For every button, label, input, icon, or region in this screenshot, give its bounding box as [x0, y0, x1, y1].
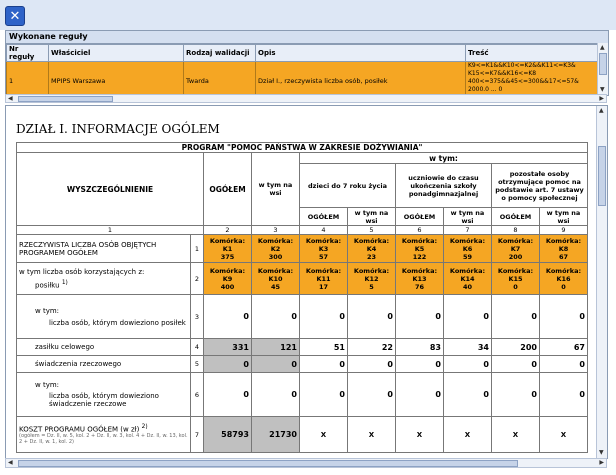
cell-ref: Komórka: K9: [209, 266, 246, 283]
footnote-ref: 1): [61, 279, 68, 286]
title-strip: [0, 0, 616, 30]
header-w-tym: w tym:: [300, 153, 588, 164]
column-number: 6: [396, 226, 444, 235]
value-cell[interactable]: 0: [492, 295, 540, 339]
data-cell[interactable]: [444, 263, 492, 295]
rules-panel-title: Wykonane reguły: [6, 31, 608, 44]
footnote-ref: 2): [141, 423, 148, 430]
table-row[interactable]: [7, 62, 599, 97]
row-label: [17, 295, 191, 339]
column-number: 2: [204, 226, 252, 235]
form-horizontal-scrollbar[interactable]: [5, 458, 607, 468]
row-index: 1: [191, 235, 204, 263]
scroll-right-icon[interactable]: ▶: [599, 459, 604, 466]
row-label: [17, 417, 191, 453]
sub-wsi: w tym na wsi: [444, 208, 492, 226]
header-group-others: pozostałe osoby otrzymujące pomoc na podstawie art. 7 ustawy o pomocy społecznej: [492, 164, 588, 208]
cell-value: 5: [369, 282, 374, 291]
cell-value: 0: [561, 282, 566, 291]
value-cell[interactable]: 51: [300, 339, 348, 356]
column-number: 4: [300, 226, 348, 235]
row-label: [17, 339, 191, 356]
data-cell[interactable]: [348, 235, 396, 263]
cell-value: 17: [318, 282, 329, 291]
value-cell: 21730: [252, 417, 300, 453]
cell-ref: Komórka: K16: [545, 266, 582, 283]
table-row: [17, 339, 588, 356]
header-wyszczegolnienie: WYSZCZEGÓLNIENIE: [17, 153, 204, 226]
scroll-thumb[interactable]: [18, 460, 518, 467]
rule-formula: K9<=K1&&K10<=K2&&K11<=K3& K15<=K7&&K16<=K8 400<=375&&45<=300&&17<=57& 2000.0 ... 0: [466, 62, 599, 97]
cell-ref: Komórka: K13: [401, 266, 438, 283]
value-cell: 331: [204, 339, 252, 356]
row-label-main: w tym liczba osób korzystających z:: [19, 267, 145, 276]
value-cell[interactable]: 0: [348, 356, 396, 373]
data-cell[interactable]: [540, 263, 588, 295]
cell-value: 0: [513, 282, 518, 291]
form-table: [16, 142, 588, 453]
rules-vertical-scrollbar[interactable]: [597, 43, 608, 95]
scroll-down-icon[interactable]: ▼: [600, 86, 605, 93]
value-cell[interactable]: 0: [540, 373, 588, 417]
table-row: [17, 263, 588, 295]
close-button[interactable]: [5, 6, 25, 26]
scroll-thumb[interactable]: [18, 96, 113, 102]
col-nr[interactable]: Nr reguły: [7, 45, 49, 62]
header-w-tym-na-wsi: w tym na wsi: [252, 153, 300, 226]
scroll-thumb[interactable]: [598, 146, 606, 206]
value-cell[interactable]: 0: [348, 373, 396, 417]
rules-panel: [5, 30, 609, 96]
value-cell: 0: [204, 356, 252, 373]
row-index: 3: [191, 295, 204, 339]
cell-ref: Komórka: K15: [497, 266, 534, 283]
cell-value: 300: [268, 252, 283, 261]
cell-ref: Komórka: K6: [449, 236, 486, 253]
rule-nr: 1: [7, 62, 49, 97]
row-label-main: w tym:: [35, 381, 60, 389]
data-cell[interactable]: [492, 235, 540, 263]
column-number: 5: [348, 226, 396, 235]
cell-ref: Komórka: K4: [353, 236, 390, 253]
value-cell: X: [492, 417, 540, 453]
data-cell[interactable]: [300, 235, 348, 263]
rule-type: Twarda: [184, 62, 256, 97]
cell-value: 76: [414, 282, 425, 291]
cell-value: 122: [412, 252, 427, 261]
cell-value: 375: [220, 252, 235, 261]
row-label: [17, 263, 191, 295]
data-cell[interactable]: [204, 235, 252, 263]
row-label: [17, 356, 191, 373]
value-cell[interactable]: 0: [540, 295, 588, 339]
value-cell[interactable]: 0: [348, 295, 396, 339]
table-row: [17, 417, 588, 453]
rule-owner: MPIPS Warszawa: [49, 62, 184, 97]
scroll-up-icon[interactable]: ▲: [600, 44, 605, 51]
row-label-main: zasiłku celowego: [35, 343, 95, 351]
row-index: 5: [191, 356, 204, 373]
value-cell[interactable]: 67: [540, 339, 588, 356]
scroll-left-icon[interactable]: ◀: [8, 459, 13, 466]
value-cell[interactable]: 0: [396, 373, 444, 417]
scroll-down-icon[interactable]: ▼: [599, 449, 604, 456]
value-cell[interactable]: 0: [204, 373, 252, 417]
data-cell[interactable]: [252, 235, 300, 263]
value-cell[interactable]: 0: [492, 356, 540, 373]
value-cell: 121: [252, 339, 300, 356]
column-number: 3: [252, 226, 300, 235]
section-title: DZIAŁ I. INFORMACJE OGÓLEM: [16, 122, 220, 136]
cell-value: 200: [508, 252, 523, 261]
col-owner[interactable]: Właściciel: [49, 45, 184, 62]
value-cell[interactable]: 0: [300, 373, 348, 417]
column-number: 8: [492, 226, 540, 235]
row-label-sub: posiłku: [35, 281, 60, 290]
cell-ref: Komórka: K1: [209, 236, 246, 253]
column-number: 9: [540, 226, 588, 235]
value-cell[interactable]: 0: [396, 356, 444, 373]
row-index: 4: [191, 339, 204, 356]
col-formula[interactable]: Treść: [466, 45, 599, 62]
value-cell[interactable]: 34: [444, 339, 492, 356]
cell-value: 45: [270, 282, 281, 291]
table-row: [17, 356, 588, 373]
row-label-note: (ogółem = Dz. II, w. 5, kol. 2 + Dz. II, w. 3, kol. 4 + Dz. II, w. 13, kol. 2 + Dz. II, w. 1, kol. 2): [19, 433, 188, 446]
data-cell[interactable]: [396, 263, 444, 295]
cell-value: 59: [462, 252, 473, 261]
value-cell: 58793: [204, 417, 252, 453]
header-group-children: dzieci do 7 roku życia: [300, 164, 396, 208]
col-type[interactable]: Rodzaj walidacji: [184, 45, 256, 62]
cell-ref: Komórka: K12: [353, 266, 390, 283]
sub-wsi: w tym na wsi: [348, 208, 396, 226]
sub-ogolem: OGÓŁEM: [396, 208, 444, 226]
data-cell[interactable]: [444, 235, 492, 263]
value-cell: X: [540, 417, 588, 453]
cell-value: 57: [318, 252, 329, 261]
row-label-main: KOSZT PROGRAMU OGÓŁEM (w zł): [19, 425, 140, 434]
sub-wsi: w tym na wsi: [540, 208, 588, 226]
column-number: 1: [17, 226, 204, 235]
value-cell[interactable]: 200: [492, 339, 540, 356]
row-label: RZECZYWISTA LICZBA OSÓB OBJĘTYCH PROGRAMEM OGÓŁEM: [17, 235, 191, 263]
value-cell[interactable]: 0: [492, 373, 540, 417]
rules-horizontal-scrollbar[interactable]: [5, 94, 607, 103]
cell-ref: Komórka: K5: [401, 236, 438, 253]
row-index: 2: [191, 263, 204, 295]
data-cell[interactable]: [300, 263, 348, 295]
value-cell: X: [348, 417, 396, 453]
data-cell[interactable]: [204, 263, 252, 295]
row-label-sub: liczba osób, którym dowieziono posiłek: [49, 318, 186, 327]
close-icon: ✕: [9, 9, 21, 24]
scroll-up-icon[interactable]: ▲: [599, 107, 604, 114]
cell-ref: Komórka: K2: [257, 236, 294, 253]
cell-value: 23: [366, 252, 377, 261]
program-title: PROGRAM "POMOC PAŃSTWA W ZAKRESIE DOŻYWIANIA": [17, 143, 588, 153]
value-cell: 0: [252, 356, 300, 373]
row-index: 6: [191, 373, 204, 417]
value-cell[interactable]: 0: [540, 356, 588, 373]
rules-table: [6, 44, 599, 96]
scroll-right-icon[interactable]: ▶: [599, 95, 604, 102]
header-ogolem: OGÓŁEM: [204, 153, 252, 226]
cell-ref: Komórka: K11: [305, 266, 342, 283]
row-label-sub: liczba osób, którym dowieziono świadczenie rzeczowe: [49, 392, 159, 408]
value-cell[interactable]: 83: [396, 339, 444, 356]
scroll-left-icon[interactable]: ◀: [8, 95, 13, 102]
table-row: [17, 373, 588, 417]
sub-ogolem: OGÓŁEM: [492, 208, 540, 226]
value-cell[interactable]: 0: [396, 295, 444, 339]
value-cell[interactable]: 0: [252, 373, 300, 417]
data-cell[interactable]: [252, 263, 300, 295]
value-cell[interactable]: 22: [348, 339, 396, 356]
form-vertical-scrollbar[interactable]: [596, 106, 607, 458]
value-cell[interactable]: 0: [300, 295, 348, 339]
row-label-main: w tym:: [35, 306, 60, 315]
cell-ref: Komórka: K10: [257, 266, 294, 283]
value-cell: X: [444, 417, 492, 453]
sub-ogolem: OGÓŁEM: [300, 208, 348, 226]
cell-ref: Komórka: K3: [305, 236, 342, 253]
value-cell[interactable]: 0: [444, 295, 492, 339]
value-cell[interactable]: 0: [444, 356, 492, 373]
cell-ref: Komórka: K8: [545, 236, 582, 253]
data-cell[interactable]: [492, 263, 540, 295]
col-desc[interactable]: Opis: [256, 45, 466, 62]
column-number: 7: [444, 226, 492, 235]
value-cell: X: [396, 417, 444, 453]
data-cell[interactable]: [540, 235, 588, 263]
row-label: [17, 373, 191, 417]
value-cell[interactable]: 0: [300, 356, 348, 373]
cell-ref: Komórka: K7: [497, 236, 534, 253]
data-cell[interactable]: [396, 235, 444, 263]
scroll-thumb[interactable]: [599, 53, 607, 75]
row-label-main: świadczenia rzeczowego: [35, 360, 122, 368]
form-panel: [5, 105, 608, 459]
table-row: [17, 295, 588, 339]
table-row: [17, 235, 588, 263]
value-cell[interactable]: 0: [204, 295, 252, 339]
value-cell[interactable]: 0: [444, 373, 492, 417]
cell-value: 40: [462, 282, 473, 291]
cell-ref: Komórka: K14: [449, 266, 486, 283]
rule-desc: Dział I., rzeczywista liczba osób, posiłek: [256, 62, 466, 97]
data-cell[interactable]: [348, 263, 396, 295]
header-group-students: uczniowie do czasu ukończenia szkoły ponadgimnazjalnej: [396, 164, 492, 208]
value-cell: X: [300, 417, 348, 453]
row-index: 7: [191, 417, 204, 453]
cell-value: 67: [558, 252, 569, 261]
value-cell[interactable]: 0: [252, 295, 300, 339]
cell-value: 400: [220, 282, 235, 291]
